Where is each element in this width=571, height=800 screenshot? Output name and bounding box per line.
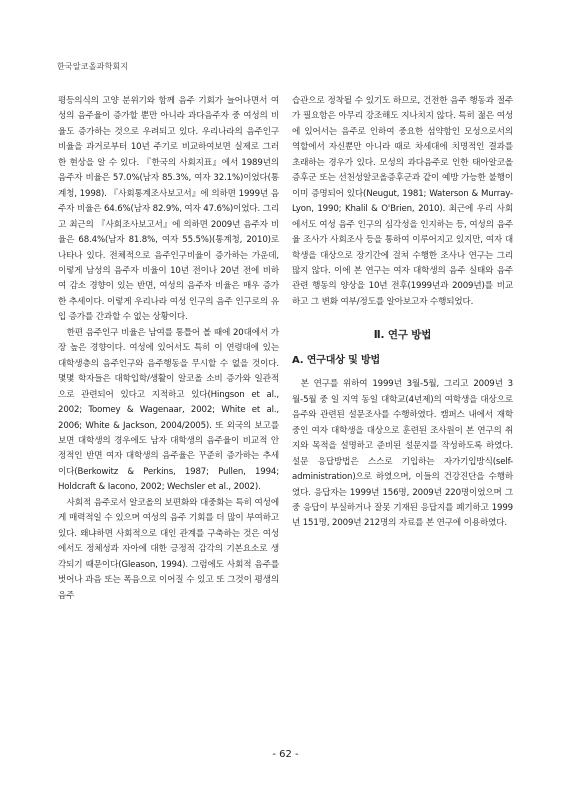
subsection-title: A. 연구대상 및 방법 [292, 355, 380, 367]
left-column [58, 94, 279, 604]
page-number: - 62 - [272, 749, 299, 760]
right-column [292, 94, 513, 532]
body-paragraph: 본 연구를 위하여 1999년 3월-5월, 그리고 2009년 3월-5월 중 일 지역 동일 대학교(4년제)의 여학생을 대상으로 음주와 관련된 설문조사를 수행하였다. 캠퍼스 내에서 재학 중인 여자 대학생을 대상으로 훈련된 조사원이 본 연구의 취지와 목적을 설명하고 준비된 설문지를 작성하도록 하였다. 설문 응답방법은 스스로 기입하는 자가기입방식(self-administration)으로 하였으며, 이들의 건강진단을 수행하였다. 응답자는 1999년 156명, 2009년 220명이었으며 그 중 응답이 부실하거나 잘못 기재된 응답지를 폐기하고 1999년 151명, 2009년 212명의 자료를 본 연구에 이용하였다. [292, 379, 513, 529]
body-paragraph: 습관으로 정착될 수 있기도 하므로, 건전한 음주 행동과 절주가 필요함은 아무리 강조해도 지나치지 않다. 특히 젊은 여성에 있어서는 음주로 인하여 중요한 섬약함인 모성으로서의 역할에서 자신뿐만 아니라 때로 차세대에 치명적인 결과를 초래하는 경우가 있다. 모성의 과다음주로 인한 태아알코올증후군 또는 선천성알코올증후군과 같이 예방 가능한 불행이 이미 증명되어 있다(Neugut, 1981; Waterson & Murray-Lyon, 1990; Khalil & O'Brien, 2010). 최근에 우리 사회에서도 여성 음주 인구의 심각성을 인지하는 등, 여성의 음주율 조사가 사회조사 등을 통하여 이루어지고 있지만, 여자 대학생을 대상으로 장기간에 걸쳐 수행한 조사나 연구는 그리 많지 않다. 이에 본 연구는 여자 대학생의 음주 실태와 음주관련 행동의 양상을 10년 전후(1999년과 2009년)를 비교하고 그 변화 여부/정도를 알아보고자 수행되었다. [292, 96, 513, 307]
journal-name-header: 한국알코올과학회지 [57, 62, 129, 71]
body-paragraph: 평등의식의 고양 분위기와 함께 음주 기회가 늘어나면서 여성의 음주율이 증가할 뿐만 아니라 과다음주자 중 여성의 비율도 증가하는 것으로 우려되고 있다. 우리나라의 음주인구비율을 과거로부터 10년 주기로 비교하여보면 실제로 그러한 현상을 알 수 있다. 『한국의 사회지표』에서 1989년의 음주자 비율은 57.0%(남자 85.3%, 여자 32.1%)이었다(통계청, 1998). 『사회통계조사보고서』에 의하면 1999년 음주자 비율은 64.6%(남자 82.9%, 여자 47.6%)이었다. 그리고 최근의 『사회조사보고서』에 의하면 2009년 음주자 비율은 68.4%(남자 81.8%, 여자 55.5%)(통계청, 2010)로 나타나 있다. 전체적으로 음주인구비율이 증가하는 가운데, 이렇게 남성의 음주자 비율이 10년 전이나 20년 전에 비하여 감소 경향이 있는 반면, 여성의 음주자 비율은 매우 증가한 추세이다. 이렇게 우리나라 여성 인구의 음주 인구로의 유입 증가를 간과할 수 없는 상황이다. [58, 96, 279, 323]
body-paragraph: 한편 음주인구 비율은 남여를 통틀어 볼 때에 20대에서 가장 높은 경향이다. 여성에 있어서도 특히 이 연령대에 있는 대학생층의 음주인구와 음주행동을 무시할 수 없을 것이다. 몇몇 학자들은 대학입학/생활이 알코올 소비 증가와 일관적으로 관련되어 있다고 지적하고 있다(Hingson et al., 2002; Toomey & Wagenaar, 2002; White et al., 2006; White & Jackson, 2004/2005). 또 외국의 보고를 보면 대학생의 경우에도 남자 대학생의 음주율이 비교적 안정적인 반면 여자 대학생의 음주율은 꾸준히 증가하는 추세이다(Berkowitz & Perkins, 1987; Pullen, 1994; Holdcraft & Iacono, 2002; Wechsler et al., 2002). [58, 327, 279, 493]
body-paragraph: 사회적 음주로서 알코올의 보편화와 대중화는 특히 여성에게 매력적일 수 있으며 여성의 음주 기회를 더 많이 부여하고 있다. 왜냐하면 사회적으로 대인 관계를 구축하는 것은 여성에서도 정체성과 자아에 대한 긍정적 감각의 기본요소로 생각되기 때문이다(Gleason, 1994). 그럼에도 사회적 음주를 벗어나 과음 또는 폭음으로 이어질 수 있고 또 그것이 평생의 음주 [58, 497, 279, 601]
section-title: Ⅱ. 연구 방법 [373, 329, 432, 342]
